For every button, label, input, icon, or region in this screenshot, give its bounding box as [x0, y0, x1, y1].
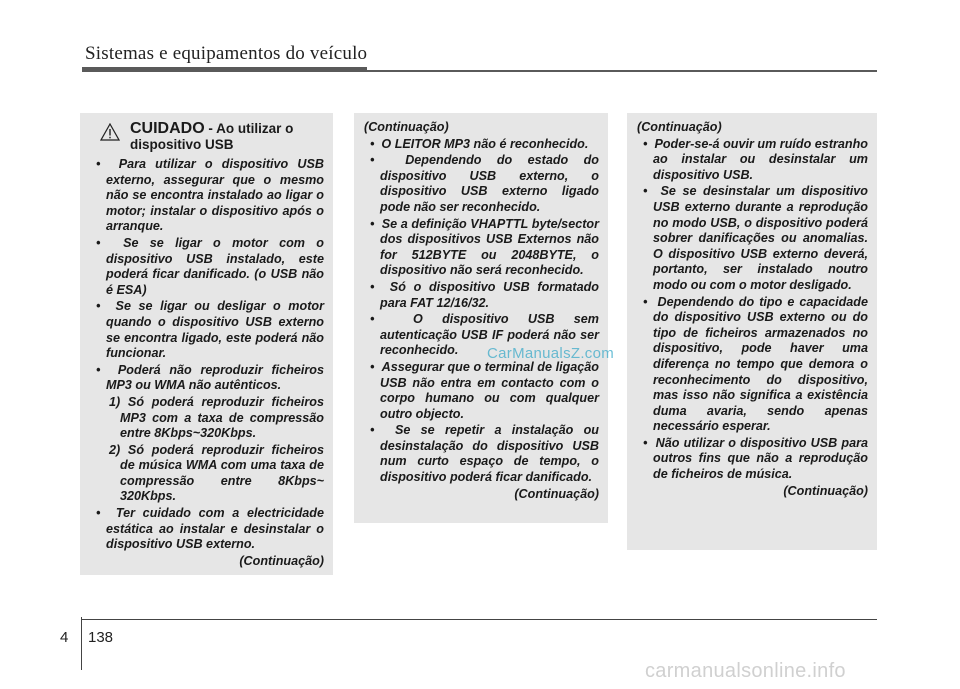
continuation-label: (Continuação) [239, 553, 324, 568]
column-2-box [354, 113, 608, 523]
column-3-box [627, 113, 877, 550]
header-rule-thick [82, 67, 367, 72]
list-item: • O dispositivo USB sem autenticação USB IF poderá não ser reconhecido. [370, 312, 599, 358]
caution-title [130, 121, 324, 152]
continuation-heading: (Continuação) [364, 120, 449, 134]
caution-word: CUIDADO [130, 120, 205, 137]
caution-heading [90, 121, 324, 152]
list-item: • Assegurar que o terminal de ligação USB não entra em contacto com o corpo humano ou com qualquer outro objecto. [370, 359, 599, 421]
list-item: • Dependendo do estado do dispositivo USB externo, o dispositivo USB externo ligado pode não ser reconhecido. [370, 153, 599, 214]
list-item: • Se a definição VHAPTTL byte/sector dos dispositivos USB Externos não for 512BYTE ou 2048BYTE, o dispositivo não será reconhecido. [370, 216, 599, 278]
footer-vertical-rule [81, 617, 82, 670]
sub-list-item: 1) Só poderá reproduzir ficheiros MP3 com a taxa de compressão entre 8Kbps~320Kbps. [109, 394, 324, 441]
footer-horizontal-rule [81, 619, 877, 620]
sub-list-item: 2) Só poderá reproduzir ficheiros de música WMA com uma taxa de compressão entre 8Kbps~ 320Kbps. [109, 442, 324, 504]
footer-watermark-url: carmanualsonline.info [645, 660, 846, 682]
list-item: • Dependendo do tipo e capacidade do dispositivo USB externo ou do tipo de ficheiros armazenados no dispositivo, pode haver uma diferença no tempo que demora o reconhecimento do dispositivo, mas isso não significa a existência duma avaria, sendo apenas necessário esperar. [643, 294, 868, 434]
continuation-label: (Continuação) [783, 483, 868, 498]
list-item: • Se se repetir a instalação ou desinstalação do dispositivo USB num curto espaço de tempo, o dispositivo poderá ficar danificado. [370, 423, 599, 485]
list-item: • O LEITOR MP3 não é reconhecido. [370, 136, 589, 151]
page-number: 138 [88, 629, 114, 646]
list-item: • Não utilizar o dispositivo USB para outros fins que não a reprodução de ficheiros de música. [643, 435, 868, 482]
caution-title-rest: - Ao utilizar o dispositivo USB [130, 121, 294, 152]
list-item: • Se se desinstalar um dispositivo USB externo durante a reprodução no modo USB, o dispositivo poderá sobrer danificações ou anomalias. O dispositivo USB externo deverá, portanto, ser instalado noutro modo ou com o motor desligado. [643, 184, 868, 292]
list-item: • Só o dispositivo USB formatado para FAT 12/16/32. [370, 279, 599, 310]
list-item: • Se se ligar o motor com o dispositivo USB instalado, este poderá ficar danificado. (o USB não é ESA) [96, 235, 324, 297]
list-item: • Poder-se-á ouvir um ruído estranho ao instalar ou desinstalar um dispositivo USB. [643, 136, 868, 182]
continuation-label: (Continuação) [514, 486, 599, 501]
list-item: • Para utilizar o dispositivo USB externo, assegurar que o mesmo não se encontra instalado ao ligar o motor; instalar o dispositivo após o arranque. [96, 157, 324, 234]
continuation-heading: (Continuação) [637, 120, 722, 134]
list-item: • Ter cuidado com a electricidade estática ao instalar e desinstalar o dispositivo USB externo. [96, 506, 324, 552]
page-header-title: Sistemas e equipamentos do veículo [85, 43, 368, 64]
warning-triangle-icon [100, 123, 120, 141]
watermark-text: CarManualsZ.com [487, 345, 615, 362]
section-number: 4 [60, 629, 69, 646]
caution-box [80, 113, 333, 575]
header-rule-thin [367, 70, 877, 72]
list-item: • Se se ligar ou desligar o motor quando o dispositivo USB externo se encontra ligado, este poderá não funcionar. [96, 299, 324, 361]
list-item: • Poderá não reproduzir ficheiros MP3 ou WMA não autênticos. [96, 362, 324, 393]
